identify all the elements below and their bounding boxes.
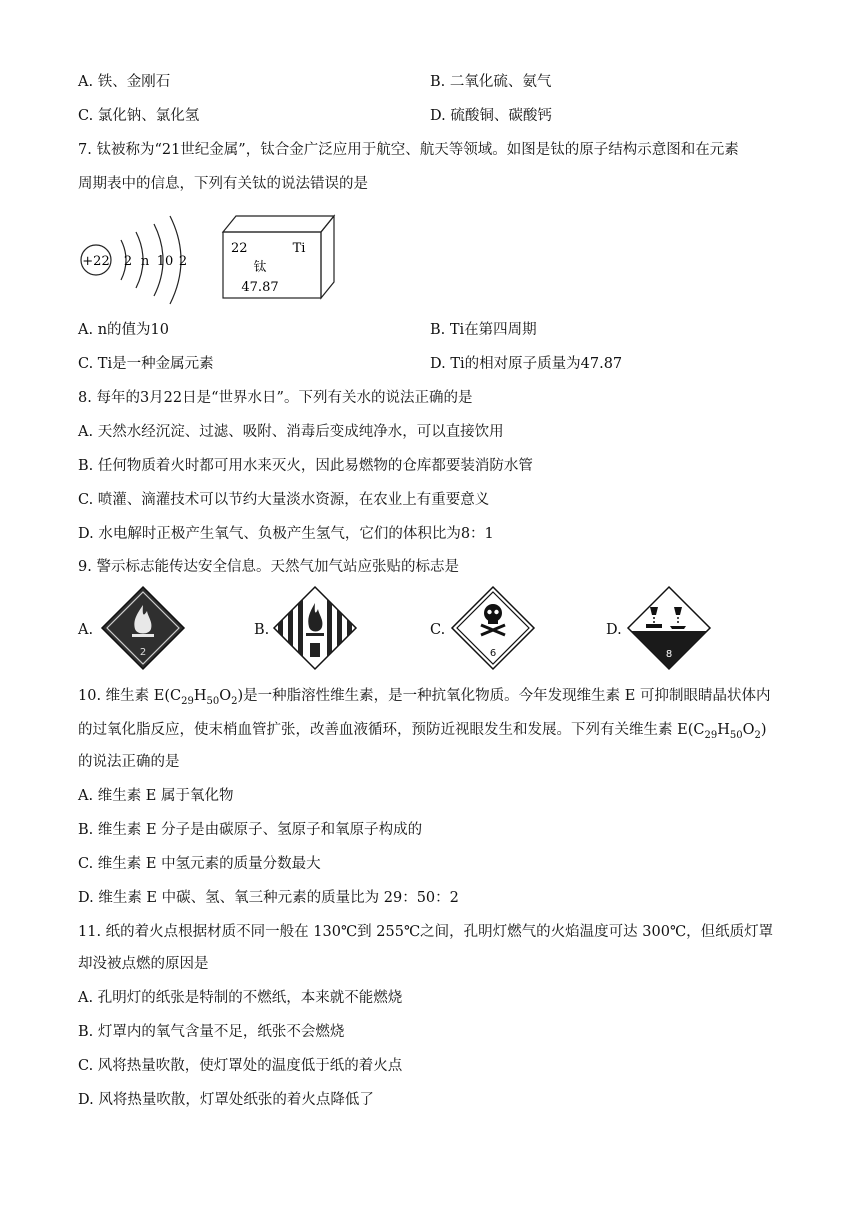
q9-label-a: A.: [78, 622, 94, 638]
element-symbol: Ti: [292, 241, 306, 256]
sign-d-class-number: 8: [665, 649, 673, 660]
titanium-diagram: [76, 210, 356, 310]
q8-stem: 8. 每年的3月22日是“世界水日”。下列有关水的说法正确的是: [78, 390, 473, 406]
element-name: 钛: [253, 260, 267, 275]
flammable-gas-sign: [100, 585, 186, 671]
q9-warning-signs: [0, 585, 860, 675]
q7-option-c: C. Ti是一种金属元素: [78, 356, 214, 372]
q8-option-d: D. 水电解时正极产生氧气、负极产生氢气，它们的体积比为8：1: [78, 526, 494, 542]
q10-line1-prefix: 10. 维生素 E(C: [78, 688, 182, 704]
q9-label-d: D.: [606, 622, 622, 638]
atom-structure-diagram: [81, 216, 187, 304]
q10-option-d: D. 维生素 E 中碳、氢、氧三种元素的质量比为 29：50：2: [78, 890, 459, 906]
q7-stem-line1: 7. 钛被称为“21世纪金属”，钛合金广泛应用于航空、航天等领域。如图是钛的原子结构示意图和在元素: [78, 142, 739, 158]
atomic-mass: 47.87: [241, 280, 279, 295]
shell-electrons-1: 2: [123, 254, 133, 269]
q11-option-a: A. 孔明灯的纸张是特制的不燃纸，本来就不能燃烧: [78, 990, 403, 1006]
q11-option-b: B. 灯罩内的氧气含量不足，纸张不会燃烧: [78, 1024, 345, 1040]
card-top-face: [223, 216, 334, 232]
q11-stem-line2: 却没被点燃的原因是: [78, 956, 209, 972]
toxic-substance-sign: [450, 585, 536, 671]
q7-option-a: A. n的值为10: [78, 322, 169, 338]
nucleus-charge: +22: [82, 254, 110, 269]
q7-option-b: B. Ti在第四周期: [430, 322, 537, 338]
q10-stem-line1: [78, 686, 770, 712]
q10-option-a: A. 维生素 E 属于氧化物: [78, 788, 234, 804]
oxygen-subscript: 2: [231, 695, 238, 707]
q10-line1-suffix: )是一种脂溶性维生素，是一种抗氧化物质。今年发现维生素 E 可抑制眼睛晶状体内: [237, 688, 771, 704]
carbon-subscript: 29: [181, 695, 194, 707]
corrosive-substance-sign: [626, 585, 712, 671]
shell-electrons-4: 2: [178, 254, 188, 269]
q7-option-d: D. Ti的相对原子质量为47.87: [430, 356, 623, 372]
q8-option-c: C. 喷灌、滴灌技术可以节约大量淡水资源，在农业上有重要意义: [78, 492, 490, 508]
q6-option-a: A. 铁、金刚石: [78, 74, 171, 90]
oxygen-symbol: O: [219, 688, 232, 704]
atomic-number: 22: [231, 241, 248, 256]
q10-option-b: B. 维生素 E 分子是由碳原子、氢原子和氧原子构成的: [78, 822, 423, 838]
shell-electrons-3: 10: [156, 254, 174, 269]
hydrogen-subscript: 50: [729, 729, 743, 741]
q8-option-a: A. 天然水经沉淀、过滤、吸附、消毒后变成纯净水，可以直接饮用: [78, 424, 504, 440]
q6-option-b: B. 二氧化硫、氨气: [430, 74, 552, 90]
element-card: [223, 216, 334, 298]
hydrogen-symbol: H: [717, 722, 730, 738]
q6-option-d: D. 硫酸铜、碳酸钙: [430, 108, 552, 124]
q11-option-d: D. 风将热量吹散，灯罩处纸张的着火点降低了: [78, 1092, 374, 1108]
shell-electrons-2: n: [140, 254, 150, 269]
sign-a-class-number: 2: [139, 647, 147, 658]
carbon-subscript: 29: [704, 729, 718, 741]
hydrogen-symbol: H: [193, 688, 207, 704]
q11-stem-line1: 11. 纸的着火点根据材质不同一般在 130℃到 255℃之间，孔明灯燃气的火焰温度可达 300℃，但纸质灯罩: [78, 924, 774, 940]
q9-label-c: C.: [430, 622, 446, 638]
q10-line2-text: 的过氧化脂反应，使末梢血管扩张，改善血液循环，预防近视眼发生和发展。下列有关维生素 E(C: [78, 722, 705, 738]
q10-stem-line2: [78, 720, 767, 746]
sign-c-class-number: 6: [489, 648, 497, 659]
q7-stem-line2: 周期表中的信息，下列有关钛的说法错误的是: [78, 176, 368, 192]
hydrogen-subscript: 50: [206, 695, 220, 707]
q10-stem-line3: 的说法正确的是: [78, 754, 180, 770]
spontaneous-combustion-sign: [272, 585, 358, 671]
q9-stem: 9. 警示标志能传达安全信息。天然气加气站应张贴的标志是: [78, 559, 459, 575]
q9-label-b: B.: [254, 622, 270, 638]
q10-option-c: C. 维生素 E 中氢元素的质量分数最大: [78, 856, 321, 872]
q11-option-c: C. 风将热量吹散，使灯罩处的温度低于纸的着火点: [78, 1058, 403, 1074]
q8-option-b: B. 任何物质着火时都可用水来灭火，因此易燃物的仓库都要装消防水管: [78, 458, 533, 474]
q6-option-c: C. 氯化钠、氯化氢: [78, 108, 200, 124]
q10-line2-close: ): [760, 722, 767, 738]
card-side-face: [321, 216, 334, 298]
oxygen-symbol: O: [742, 722, 755, 738]
oxygen-subscript: 2: [754, 729, 761, 741]
